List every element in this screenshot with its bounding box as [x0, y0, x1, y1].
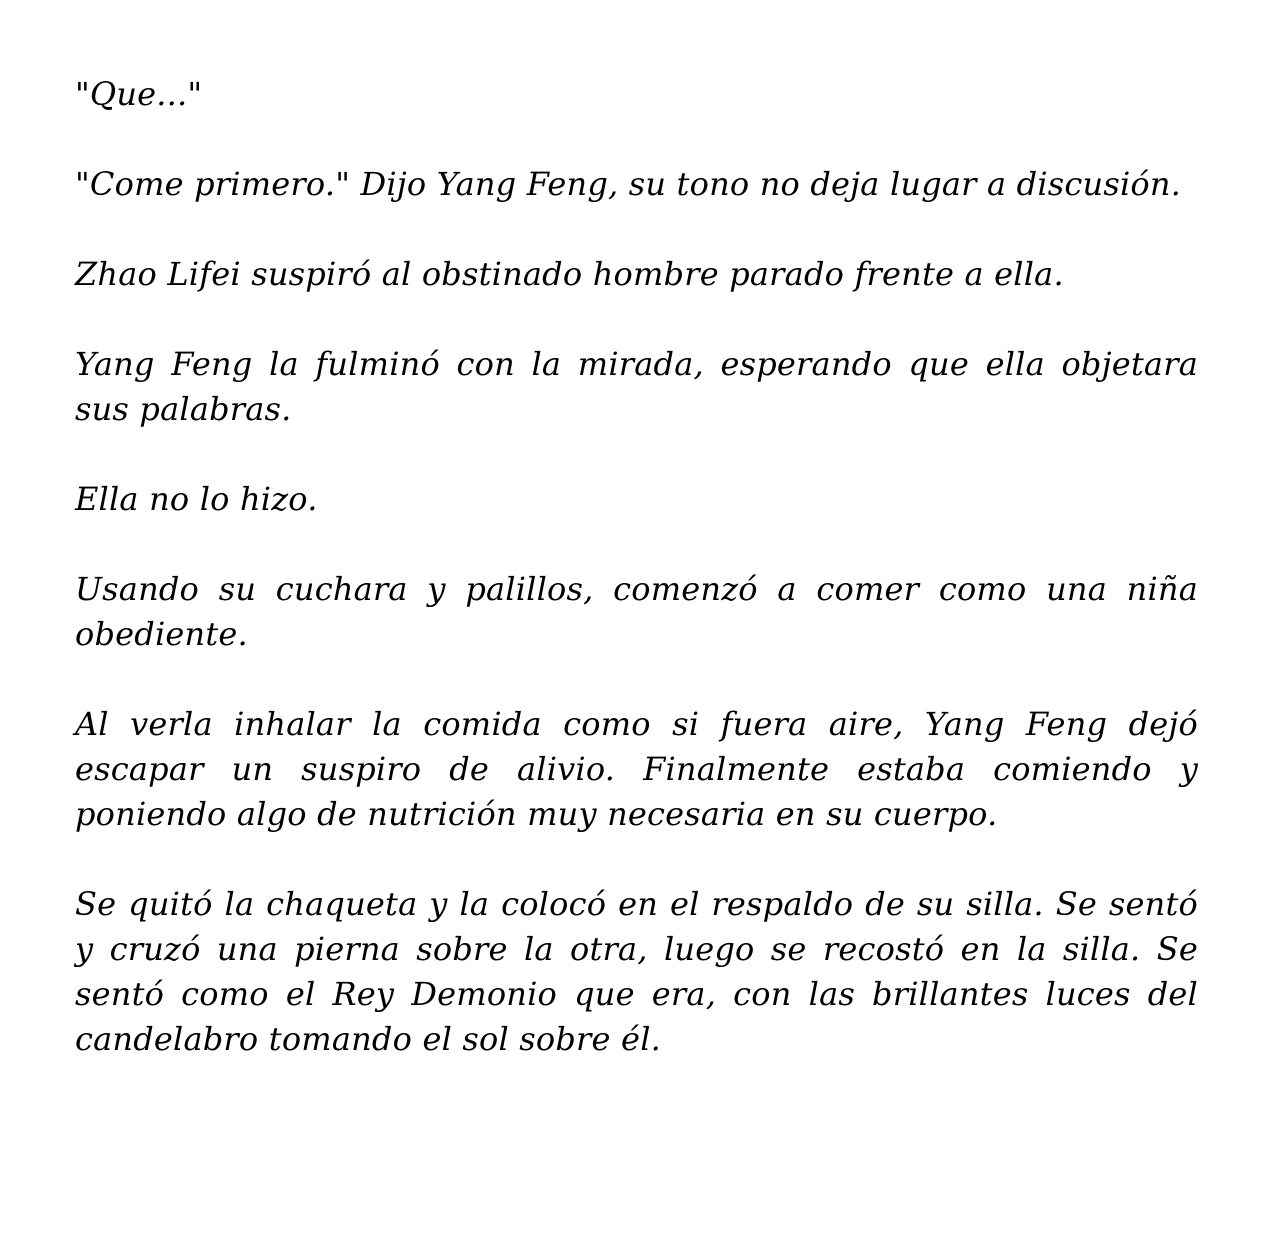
paragraph-1: "Que..." — [75, 75, 203, 113]
paragraph-4: Yang Feng la fulminó con la mirada, esperando que ella objetara sus palabras. — [75, 345, 1198, 428]
paragraph-6: Usando su cuchara y palillos, comenzó a comer como una niña obediente. — [75, 570, 1198, 653]
paragraph-8: Se quitó la chaqueta y la colocó en el respaldo de su silla. Se sentó y cruzó una pierna sobre la otra, luego se recostó en la silla. Se sentó como el Rey Demonio que era, con las brillantes luces del candelabro tomando el sol sobre él. — [75, 885, 1198, 1058]
paragraph-2: "Come primero." Dijo Yang Feng, su tono no deja lugar a discusión. — [75, 165, 1182, 203]
paragraph-3: Zhao Lifei suspiró al obstinado hombre parado frente a ella. — [75, 255, 1064, 293]
paragraph-5: Ella no lo hizo. — [75, 480, 318, 518]
paragraph-7: Al verla inhalar la comida como si fuera aire, Yang Feng dejó escapar un suspiro de alivio. Finalmente estaba comiendo y poniendo algo de nutrición muy necesaria en su cuerpo. — [75, 705, 1198, 833]
